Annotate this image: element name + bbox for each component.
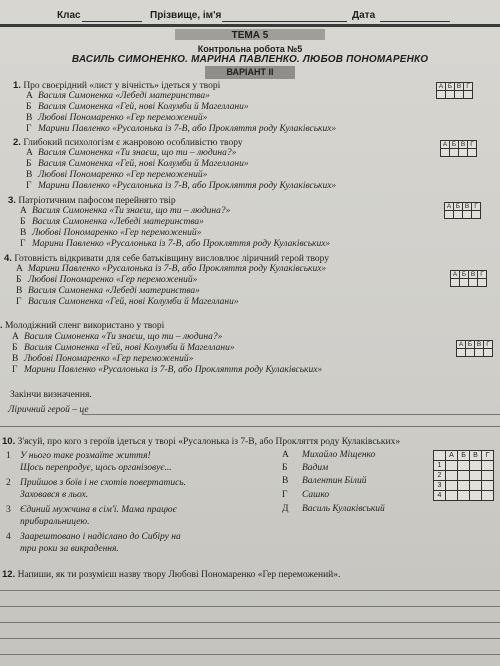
option-b[interactable]: Б Василя Симоненка «Гей, нові Колумби й Магеллани»	[12, 343, 235, 353]
q12-answer-line[interactable]	[0, 638, 500, 639]
option-d[interactable]: Г Марини Павленко «Русалонька із 7-В, або Прокляття роду Кулаківських»	[26, 124, 337, 134]
work-title: Контрольна робота №5	[197, 44, 303, 54]
option-b[interactable]: Б Василя Симоненка «Гей, нові Колумби й Магеллани»	[26, 102, 249, 112]
option-d[interactable]: Г Марини Павленко «Русалонька із 7-В, або Прокляття роду Кулаківських»	[26, 181, 337, 191]
question-number: 1.	[13, 80, 21, 91]
question-text: Глибокий психологізм є жанровою особливістю твору	[23, 138, 243, 148]
class-field[interactable]	[82, 21, 142, 22]
q12-answer-line[interactable]	[0, 622, 500, 623]
q12-answer-line[interactable]	[0, 654, 500, 655]
option-a[interactable]: А Василя Симоненка «Ти знаєш, що ти – людина?»	[20, 206, 231, 216]
question-number: 3.	[8, 195, 16, 206]
question-text: З'ясуй, про кого з героїв ідеться у творі «Русалонька із 7-В, або Прокляття роду Кулаківських»	[17, 437, 401, 447]
option-a[interactable]: А Василя Симоненка «Лебеді материнства»	[26, 91, 210, 101]
name-field[interactable]	[222, 21, 347, 22]
question-number: 10.	[2, 436, 16, 447]
date-field[interactable]	[380, 21, 450, 22]
answer-grid[interactable]: А Б В Г	[436, 82, 473, 99]
option-c[interactable]: В Василя Симоненка «Лебеді материнства»	[16, 286, 200, 296]
authors-title: ВАСИЛЬ СИМОНЕНКО. МАРИНА ПАВЛЕНКО. ЛЮБОВ ПОНОМАРЕНКО	[71, 54, 429, 65]
answer-grid[interactable]: А Б В Г	[450, 270, 487, 287]
name-label: Прізвище, ім'я	[150, 10, 222, 21]
question-text: Патріотичним пафосом перейнято твір	[18, 196, 176, 206]
variant-badge: ВАРІАНТ ІІ	[205, 66, 295, 79]
option-c[interactable]: В Любові Пономаренко «Гер переможений»	[26, 113, 208, 123]
definition-answer-line[interactable]	[82, 414, 500, 415]
answer-grid[interactable]: А Б В Г	[444, 202, 481, 219]
option-d[interactable]: Г Марини Павленко «Русалонька із 7-В, або Прокляття роду Кулаківських»	[12, 365, 323, 375]
question-number: 4.	[4, 253, 12, 264]
question-number: 2.	[13, 137, 21, 148]
option-d[interactable]: Г Марини Павленко «Русалонька із 7-В, або Прокляття роду Кулаківських»	[20, 239, 331, 249]
option-b[interactable]: Б Василя Симоненка «Гей, нові Колумби й Магеллани»	[26, 159, 249, 169]
header-rule	[0, 24, 500, 27]
question-text: Про своєрідний «лист у вічність» ідеться у творі	[23, 81, 221, 91]
option-b[interactable]: Б Василя Симоненка «Лебеді материнства»	[20, 217, 204, 227]
definition-prompt: Ліричний герой – це	[8, 405, 89, 415]
q10-answer-grid[interactable]: А Б В Г 1 2 3 4	[433, 450, 494, 501]
option-c[interactable]: В Любові Пономаренко «Гер переможений»	[20, 228, 202, 238]
option-a[interactable]: А Марини Павленко «Русалонька із 7-В, або Прокляття роду Кулаківських»	[16, 264, 327, 274]
class-label: Клас	[57, 10, 81, 21]
option-a[interactable]: А Василя Симоненка «Ти знаєш, що ти – людина?»	[26, 148, 237, 158]
option-a[interactable]: А Василя Симоненка «Ти знаєш, що ти – людина?»	[12, 332, 223, 342]
question-text: Молодіжний сленг використано у творі	[5, 321, 165, 331]
option-b[interactable]: Б Любові Пономаренко «Гер переможений»	[16, 275, 198, 285]
answer-grid[interactable]: А Б В Г	[456, 340, 493, 357]
option-c[interactable]: В Любові Пономаренко «Гер переможений»	[12, 354, 194, 364]
definition-title: Закінчи визначення.	[10, 390, 92, 400]
definition-answer-line[interactable]	[0, 426, 500, 427]
option-c[interactable]: В Любові Пономаренко «Гер переможений»	[26, 170, 208, 180]
q12-answer-line[interactable]	[0, 606, 500, 607]
q12-answer-line[interactable]	[0, 590, 500, 591]
question-number: 12.	[2, 569, 16, 580]
question-text: Напиши, як ти розумієш назву твору Любові Пономаренко «Гер переможений».	[17, 570, 341, 580]
question-number: .	[0, 320, 3, 331]
option-d[interactable]: Г Василя Симоненка «Гей, нові Колумби й Магеллани»	[16, 297, 239, 307]
theme-title: ТЕМА 5	[231, 30, 269, 41]
date-label: Дата	[352, 10, 376, 21]
question-text: Готовність відкривати для себе батьківщину висловлює ліричний герой твору	[14, 254, 329, 264]
worksheet-page: Клас Прізвище, ім'я Дата ТЕМА 5 Контрольна робота №5 ВАСИЛЬ СИМОНЕНКО. МАРИНА ПАВЛЕНКО. ЛЮБОВ ПОНОМАРЕНКО ВАРІАНТ ІІ 1. Про своєрідний «лист у вічність» ідеться у творі А Василя Симоненка «Лебеді материнства» Б Василя Симоненка «Гей, нові Колумби й Магеллани» В Любові Пономаренко «Гер переможений» Г Марини Павленко «Русалонька із 7-В, або Прокляття роду Кулаківських» А Б В Г 2. Глибокий психологізм є жанровою особливістю твору А Василя Симоненка «Ти знаєш, що ти – людина?» Б Василя Симоненка «Гей, нові Колумби й Магеллани» В Любові Пономаренко «Гер переможений» Г Марини Павленко «Русалонька із 7-В, або Прокляття роду Кулаківських» А Б В Г 3. Патріотичним пафосом перейнято твір А Василя Симоненка «Ти знаєш, що ти – людина?» Б Василя Симоненка «Лебеді материнства» В Любові Пономаренко «Гер переможений» Г Марини Павленко «Русалонька із 7-В, або Прокляття роду Кулаківських» А Б В Г 4. Готовність відкривати для себе батьківщину висловлює ліричний герой твору А Марини Павленко «Русалонька із 7-В, або Прокляття роду Кулаківських» Б Любові Пономаренко «Гер переможений» В Василя Симоненка «Лебеді материнства» Г Василя Симоненка «Гей, нові Колумби й Магеллани» А Б В Г . Молодіжний сленг використано у творі А Василя Симоненка «Ти знаєш, що ти – людина?» Б Василя Симоненка «Гей, нові Колумби й Магеллани» В Любові Пономаренко «Гер переможений» Г Марини Павленко «Русалонька із 7-В, або Прокляття роду Кулаківських» А Б В Г Закінчи визначення. Ліричний герой – це 10. З'ясуй, про кого з героїв ідеться у творі «Русалонька із 7-В, або Прокляття роду Кулаківських» 1 У нього таке розмаїте життя! Щось перепродує, щось організовує... 2 Прийшов з боїв і не схотів повертатись. Заховався в льох. 3 Єдиний мужчина в сім'ї. Мама працює прибиральницею. 4 Заарештовано і надіслано до Сибіру на три роки за викрадення. А Михайло Міщенко Б Вадим В Валентин Білий Г Сашко Д Василь Кулаківський А Б В Г 1 2 3 4 12. Напиши, як ти розумієш назву твору Любові Пономаренко «Гер переможений».	[0, 0, 500, 666]
answer-grid[interactable]: А Б В Г	[440, 140, 477, 157]
